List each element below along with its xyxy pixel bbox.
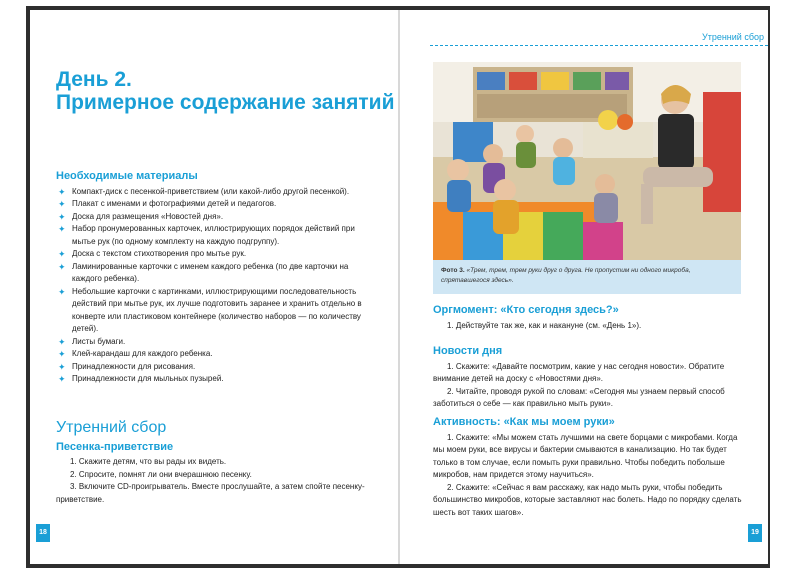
header-dotted-line: [430, 45, 768, 46]
left-page: [30, 10, 398, 564]
material-item: [56, 361, 374, 374]
material-text: Плакат с именами и фотографиями детей и педагогов.: [72, 199, 277, 208]
news-step: 1. Скажите: «Давайте посмотрим, какие у нас сегодня новости». Обратите внимание детей на доску с «Новостями дня».: [433, 361, 725, 383]
material-text: Принадлежности для рисования.: [72, 361, 196, 371]
material-item: [56, 186, 374, 199]
song-step: 2. Спросите, помнят ли они вчерашнюю песенку.: [70, 469, 252, 479]
page-title: [56, 68, 395, 114]
materials-heading: Необходимые материалы: [56, 170, 198, 182]
material-item: [56, 348, 374, 361]
photo-caption: [433, 260, 741, 294]
news-step: 2. Читайте, проводя рукой по словам: «Сегодня мы узнаем первый способ заботиться о себе — как правильно мыть руки».: [433, 386, 725, 408]
material-item: [56, 198, 374, 211]
materials-section: [56, 170, 374, 386]
material-text: Доска для размещения «Новостей дня».: [72, 211, 224, 221]
song-step: 1. Скажите детям, что вы рады их видеть.: [70, 457, 227, 466]
news-steps: [433, 361, 745, 411]
orgmoment-section: [433, 304, 745, 332]
caption-text: «Трем, трем, трем руки друг о друга. Не пропустим ни одного микроба, спрятавшегося здесь».: [441, 267, 691, 284]
material-item: [56, 248, 374, 261]
activity-steps: [433, 432, 745, 520]
material-item: [56, 211, 374, 224]
material-item: [56, 373, 374, 386]
materials-list: [56, 186, 374, 386]
material-text: Листы бумаги.: [72, 336, 126, 346]
song-step: 3. Включите CD-проигрыватель. Вместе прослушайте, а затем спойте песенку-приветствие.: [56, 482, 365, 504]
activity-step: 2. Скажите: «Сейчас я вам расскажу, как надо мыть руки, чтобы победить большинство микробов, которые заставляют нас болеть. Надо по порядку сделать шесть вот таких шагов».: [433, 482, 742, 517]
bullet-star-icon: ✦: [58, 336, 66, 347]
classroom-photo: [433, 62, 741, 260]
material-text: Небольшие карточки с картинками, иллюстрирующими последовательность действий при мытье рук, их лучше подготовить заранее и хранить отдельно в конверте или пластиковом контейнере (количество наборов — по количеству детей).: [72, 286, 362, 333]
activity-section: [433, 416, 745, 519]
bullet-star-icon: ✦: [58, 249, 66, 259]
material-text: Набор пронумерованных карточек, иллюстрирующих порядок действий при мытье рук (по одному комплекту на каждую подгруппу).: [72, 224, 355, 246]
caption-label: Фото 3.: [441, 267, 465, 274]
bullet-star-icon: ✦: [58, 211, 66, 222]
material-item: [56, 261, 374, 286]
material-text: Компакт-диск с песенкой-приветствием (или какой-либо другой песенкой).: [72, 186, 350, 196]
page-number-right: 19: [748, 524, 762, 542]
bullet-star-icon: ✦: [58, 349, 66, 359]
bullet-star-icon: ✦: [58, 361, 66, 372]
material-text: Доска с текстом стихотворения про мытье рук.: [72, 249, 247, 258]
material-text: Принадлежности для мыльных пузырей.: [72, 374, 224, 383]
song-heading: Песенка-приветствие: [56, 440, 174, 453]
section-title: Утренний сбор: [56, 419, 167, 436]
bullet-star-icon: ✦: [58, 224, 66, 234]
material-text: Клей-карандаш для каждого ребенка.: [72, 349, 213, 358]
orgmoment-text: 1. Действуйте так же, как и накануне (см. «День 1»).: [447, 320, 642, 330]
news-section: [433, 345, 745, 411]
bullet-star-icon: ✦: [58, 286, 66, 297]
song-steps: [56, 456, 374, 506]
activity-step: 1. Скажите: «Мы можем стать лучшими на свете борцами с микробами. Когда мы моем руки, все вирусы и бактерии смываются в канализацию. Но так будет только в том случае, если помыть руки правильно. Чтобы победить побольше микробов, нам придется этому научиться».: [433, 432, 738, 479]
morning-section: [56, 419, 374, 506]
material-item: [56, 223, 374, 248]
material-item: [56, 336, 374, 349]
material-text: Ламинированные карточки с именем каждого ребенка (по две карточки на каждого ребенка).: [72, 261, 349, 283]
bullet-star-icon: ✦: [58, 186, 66, 197]
bullet-star-icon: ✦: [58, 374, 66, 384]
title-line-2: Примерное содержание занятий: [56, 91, 395, 114]
orgmoment-heading: Оргмомент: «Кто сегодня здесь?»: [433, 304, 619, 316]
material-item: [56, 286, 374, 336]
book-edge-bottom: [26, 564, 770, 568]
bullet-star-icon: ✦: [58, 199, 66, 209]
activity-heading: Активность: «Как мы моем руки»: [433, 416, 615, 428]
right-page: [400, 10, 768, 564]
page-number-left: 18: [36, 524, 50, 542]
running-header-text: Утренний сбор: [701, 32, 764, 42]
bullet-star-icon: ✦: [58, 261, 66, 272]
news-heading: Новости дня: [433, 345, 503, 357]
title-line-1: День 2.: [56, 68, 132, 91]
running-header: [430, 32, 768, 46]
